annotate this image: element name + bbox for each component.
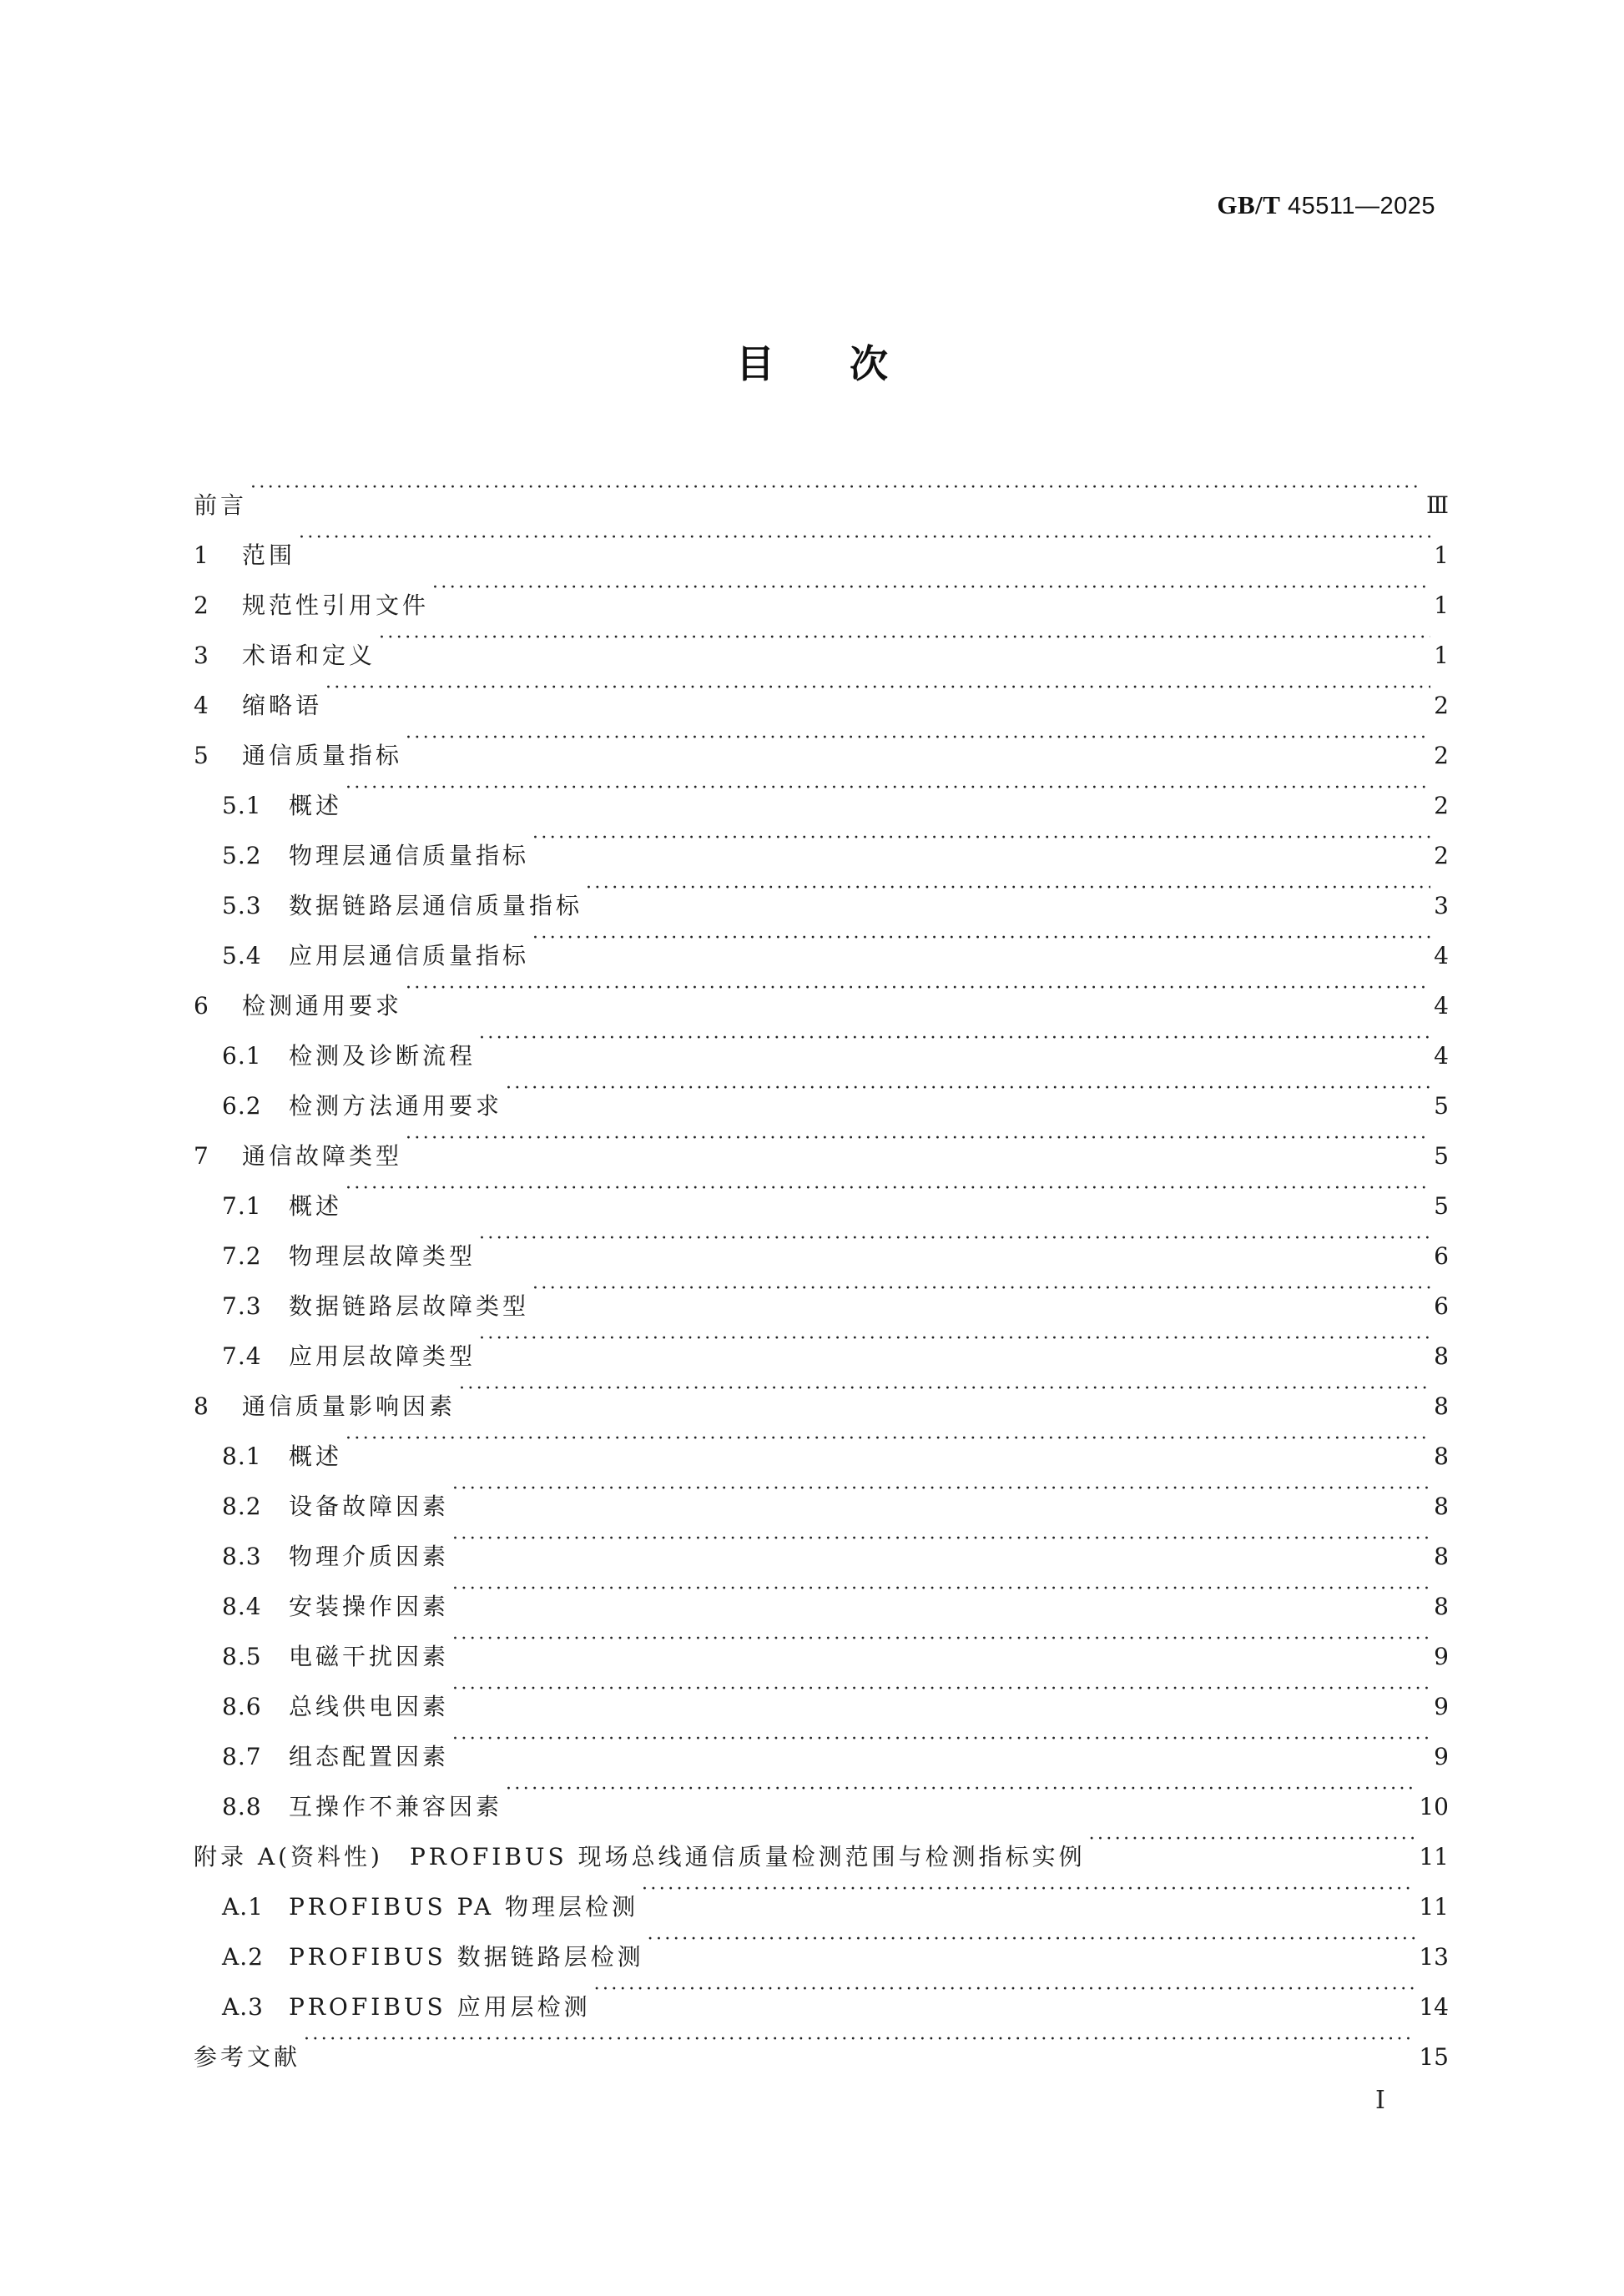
dot-leader xyxy=(304,2015,1415,2065)
page-folio: Ⅰ xyxy=(1375,2086,1385,2115)
toc-entry-page: 11 xyxy=(1419,1843,1449,1871)
toc-entry-number: A.3 xyxy=(222,1993,264,2021)
page-title: 目次 xyxy=(736,341,963,386)
dot-leader xyxy=(345,1164,1430,1214)
toc-entry-page: 11 xyxy=(1419,1893,1449,1921)
dot-leader xyxy=(479,1314,1430,1364)
dot-leader xyxy=(299,513,1430,563)
dot-leader xyxy=(452,1564,1430,1614)
toc-entry[interactable] xyxy=(194,713,1449,769)
dot-leader xyxy=(1089,1815,1416,1865)
toc-entry[interactable] xyxy=(194,813,1449,869)
toc-entry-page: 14 xyxy=(1419,1993,1449,2021)
standard-prefix: GB/T xyxy=(1217,190,1281,219)
toc-entry[interactable] xyxy=(194,1164,1449,1220)
toc-entry-page: 1 xyxy=(1434,541,1449,569)
toc-entry-label: PROFIBUS 数据链路层检测 xyxy=(289,1943,644,1971)
toc-entry-number: 5.4 xyxy=(222,942,262,969)
toc-entry-page: 2 xyxy=(1434,742,1449,769)
toc-entry-page: 1 xyxy=(1434,642,1449,669)
dot-leader xyxy=(345,763,1430,813)
toc-entry-label: 应用层通信质量指标 xyxy=(289,942,530,969)
toc-entry-label: 通信质量影响因素 xyxy=(242,1392,456,1420)
toc-entry-page: 5 xyxy=(1434,1142,1449,1170)
dot-leader xyxy=(406,964,1430,1014)
toc-entry[interactable] xyxy=(194,1464,1449,1520)
toc-entry-page: 8 xyxy=(1434,1392,1449,1420)
toc-entry-page: 9 xyxy=(1434,1743,1449,1770)
toc-entry-label: 附录 A(资料性) PROFIBUS 现场总线通信质量检测范围与检测指标实例 xyxy=(194,1843,1086,1871)
toc-entry-number: 8.1 xyxy=(222,1443,262,1470)
table-of-contents xyxy=(194,463,1449,2071)
toc-entry-number: 7.1 xyxy=(222,1192,262,1220)
toc-entry-label: 电磁干扰因素 xyxy=(289,1643,450,1670)
dot-leader xyxy=(479,1014,1430,1064)
toc-entry-number: 7.2 xyxy=(222,1242,262,1270)
toc-entry-number: 5.1 xyxy=(222,792,262,819)
toc-entry-page: 2 xyxy=(1434,842,1449,869)
toc-entry-number: 1 xyxy=(194,541,209,569)
dot-leader xyxy=(532,914,1430,964)
toc-entry[interactable] xyxy=(194,763,1449,819)
dot-leader xyxy=(452,1614,1430,1664)
toc-entry-number: 6 xyxy=(194,992,209,1020)
toc-entry-page: 6 xyxy=(1434,1242,1449,1270)
toc-entry-label: 通信质量指标 xyxy=(242,742,403,769)
dot-leader xyxy=(532,1264,1430,1314)
toc-entry-label: 总线供电因素 xyxy=(289,1693,450,1720)
toc-entry-number: 5.3 xyxy=(222,892,262,919)
dot-leader xyxy=(594,1965,1416,2015)
toc-entry-number: 3 xyxy=(194,642,209,669)
dot-leader xyxy=(406,1114,1430,1164)
toc-entry[interactable] xyxy=(194,1214,1449,1270)
toc-entry-label: 物理层通信质量指标 xyxy=(289,842,530,869)
toc-entry[interactable] xyxy=(194,2015,1449,2071)
toc-entry-label: 组态配置因素 xyxy=(289,1743,450,1770)
toc-entry[interactable] xyxy=(194,513,1449,569)
toc-entry-page: 8 xyxy=(1434,1493,1449,1520)
toc-entry-number: 2 xyxy=(194,592,209,619)
toc-entry-number: 8.4 xyxy=(222,1593,262,1620)
dot-leader xyxy=(506,1064,1430,1114)
toc-entry[interactable] xyxy=(194,613,1449,669)
toc-entry-number: 7.4 xyxy=(222,1342,262,1370)
toc-entry-page: 1 xyxy=(1434,592,1449,619)
toc-entry-label: 数据链路层通信质量指标 xyxy=(289,892,583,919)
dot-leader xyxy=(532,813,1430,864)
dot-leader xyxy=(586,864,1430,914)
toc-entry-page: 4 xyxy=(1434,942,1449,969)
toc-entry[interactable] xyxy=(194,1414,1449,1470)
standard-code xyxy=(1217,190,1435,220)
standard-number: 45511—2025 xyxy=(1280,193,1435,219)
toc-entry[interactable] xyxy=(194,563,1449,619)
toc-entry-page: 2 xyxy=(1434,692,1449,719)
toc-entry-page: 8 xyxy=(1434,1543,1449,1570)
toc-entry-label: 通信故障类型 xyxy=(242,1142,403,1170)
toc-entry-page: Ⅲ xyxy=(1425,491,1449,519)
toc-entry-page: 15 xyxy=(1419,2043,1449,2071)
toc-entry-number: 8.6 xyxy=(222,1693,262,1720)
toc-entry-label: 概述 xyxy=(289,792,343,819)
dot-leader xyxy=(325,663,1430,713)
toc-entry-page: 13 xyxy=(1419,1943,1449,1971)
dot-leader xyxy=(506,1765,1415,1815)
toc-entry[interactable] xyxy=(194,463,1449,519)
toc-entry-label: PROFIBUS PA 物理层检测 xyxy=(289,1893,639,1921)
toc-entry-number: 8.2 xyxy=(222,1493,262,1520)
toc-entry-label: 前言 xyxy=(194,491,248,519)
toc-entry-label: 概述 xyxy=(289,1192,343,1220)
dot-leader xyxy=(642,1865,1415,1915)
dot-leader xyxy=(250,463,1423,513)
dot-leader xyxy=(452,1514,1430,1564)
toc-entry-number: A.1 xyxy=(222,1893,264,1921)
toc-entry-number: 5.2 xyxy=(222,842,262,869)
toc-entry-label: 术语和定义 xyxy=(242,642,376,669)
toc-entry-page: 10 xyxy=(1419,1793,1449,1820)
dot-leader xyxy=(379,613,1430,663)
toc-entry-label: 安装操作因素 xyxy=(289,1593,450,1620)
dot-leader xyxy=(432,563,1430,613)
dot-leader xyxy=(459,1364,1430,1414)
toc-entry-page: 8 xyxy=(1434,1593,1449,1620)
toc-entry-number: 5 xyxy=(194,742,209,769)
toc-entry-label: 规范性引用文件 xyxy=(242,592,430,619)
toc-entry-page: 4 xyxy=(1434,992,1449,1020)
dot-leader xyxy=(452,1714,1430,1765)
toc-entry-number: 7 xyxy=(194,1142,209,1170)
dot-leader xyxy=(406,713,1430,763)
toc-entry-label: 设备故障因素 xyxy=(289,1493,450,1520)
toc-entry-number: 6.1 xyxy=(222,1042,262,1070)
toc-entry-label: 检测方法通用要求 xyxy=(289,1092,503,1120)
toc-entry-label: 应用层故障类型 xyxy=(289,1342,477,1370)
toc-entry-label: 范围 xyxy=(242,541,296,569)
toc-entry-number: 8.7 xyxy=(222,1743,262,1770)
toc-entry-number: 7.3 xyxy=(222,1292,262,1320)
toc-entry-label: 物理介质因素 xyxy=(289,1543,450,1570)
toc-entry-page: 9 xyxy=(1434,1693,1449,1720)
toc-entry-number: A.2 xyxy=(222,1943,264,1971)
toc-entry-page: 3 xyxy=(1434,892,1449,919)
toc-entry-page: 5 xyxy=(1434,1092,1449,1120)
toc-entry-label: 概述 xyxy=(289,1443,343,1470)
toc-entry-number: 8 xyxy=(194,1392,209,1420)
toc-entry-label: PROFIBUS 应用层检测 xyxy=(289,1993,591,2021)
dot-leader xyxy=(452,1464,1430,1514)
toc-entry-page: 8 xyxy=(1434,1443,1449,1470)
toc-entry-page: 9 xyxy=(1434,1643,1449,1670)
dot-leader xyxy=(479,1214,1430,1264)
toc-entry-page: 2 xyxy=(1434,792,1449,819)
toc-entry-page: 8 xyxy=(1434,1342,1449,1370)
toc-entry[interactable] xyxy=(194,663,1449,719)
toc-entry-label: 参考文献 xyxy=(194,2043,301,2071)
toc-entry-page: 5 xyxy=(1434,1192,1449,1220)
dot-leader xyxy=(648,1915,1416,1965)
toc-entry-page: 6 xyxy=(1434,1292,1449,1320)
toc-entry-label: 数据链路层故障类型 xyxy=(289,1292,530,1320)
toc-entry-label: 缩略语 xyxy=(242,692,323,719)
toc-entry-number: 6.2 xyxy=(222,1092,262,1120)
toc-entry-label: 检测通用要求 xyxy=(242,992,403,1020)
toc-entry-number: 4 xyxy=(194,692,209,719)
toc-entry-page: 4 xyxy=(1434,1042,1449,1070)
dot-leader xyxy=(452,1664,1430,1714)
toc-entry-number: 8.5 xyxy=(222,1643,262,1670)
toc-entry-label: 互操作不兼容因素 xyxy=(289,1793,503,1820)
toc-entry-label: 物理层故障类型 xyxy=(289,1242,477,1270)
toc-entry-number: 8.8 xyxy=(222,1793,262,1820)
toc-entry-label: 检测及诊断流程 xyxy=(289,1042,477,1070)
dot-leader xyxy=(345,1414,1430,1464)
toc-entry-number: 8.3 xyxy=(222,1543,262,1570)
